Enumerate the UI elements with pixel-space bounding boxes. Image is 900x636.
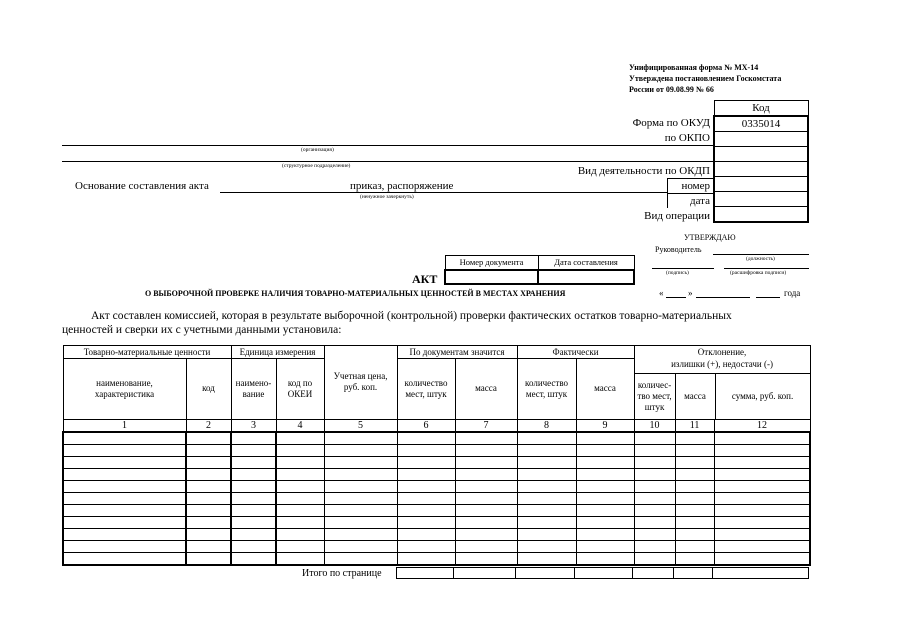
- table-cell[interactable]: [397, 516, 455, 528]
- table-cell[interactable]: [231, 528, 276, 540]
- table-cell[interactable]: [675, 540, 714, 552]
- code-date[interactable]: [714, 192, 808, 207]
- table-cell[interactable]: [186, 552, 231, 565]
- table-cell[interactable]: [397, 444, 455, 456]
- col-unit-name: наимено- вание: [231, 359, 276, 420]
- col-num: 2: [186, 419, 231, 432]
- table-cell[interactable]: [517, 516, 576, 528]
- table-cell[interactable]: [186, 468, 231, 480]
- form-header-line3: России от 09.08.99 № 66: [629, 85, 714, 94]
- table-cell[interactable]: [634, 516, 675, 528]
- main-table: [62, 345, 811, 566]
- table-cell[interactable]: [397, 540, 455, 552]
- table-cell[interactable]: [714, 468, 810, 480]
- table-cell[interactable]: [455, 480, 517, 492]
- table-cell[interactable]: [634, 468, 675, 480]
- col-price: Учетная цена, руб. коп.: [324, 346, 397, 420]
- table-cell[interactable]: [634, 480, 675, 492]
- table-cell[interactable]: [397, 432, 455, 445]
- total-dev-qty[interactable]: [633, 567, 674, 579]
- table-cell[interactable]: [455, 492, 517, 504]
- table-cell[interactable]: [576, 552, 634, 565]
- total-fact-mass[interactable]: [575, 567, 633, 579]
- doc-number-field[interactable]: [445, 270, 538, 284]
- table-cell[interactable]: [231, 492, 276, 504]
- table-cell[interactable]: [714, 504, 810, 516]
- table-cell[interactable]: [276, 456, 324, 468]
- table-cell[interactable]: [576, 540, 634, 552]
- table-cell[interactable]: [276, 468, 324, 480]
- col-fact-mass: масса: [576, 359, 634, 420]
- table-cell[interactable]: [576, 456, 634, 468]
- intro-line2: ценностей и сверки их с учетными данными установила:: [62, 324, 342, 336]
- group-goods: Товарно-материальные ценности: [63, 346, 231, 359]
- table-cell[interactable]: [517, 468, 576, 480]
- table-cell[interactable]: [63, 456, 186, 468]
- table-cell[interactable]: [276, 444, 324, 456]
- col-num: 10: [634, 419, 675, 432]
- table-cell[interactable]: [634, 492, 675, 504]
- act-title: АКТ: [412, 272, 438, 286]
- basis-hint: (ненужное зачеркнуть): [360, 194, 414, 200]
- doc-box: [444, 255, 635, 285]
- group-dev-line1: Отклонение,: [697, 346, 747, 357]
- table-cell[interactable]: [576, 444, 634, 456]
- table-cell[interactable]: [63, 504, 186, 516]
- table-cell[interactable]: [63, 432, 186, 445]
- approve-date-quote-close: »: [688, 288, 693, 298]
- col-name: наименование, характеристика: [63, 359, 186, 420]
- col-num: 11: [675, 419, 714, 432]
- table-cell[interactable]: [517, 432, 576, 445]
- table-cell[interactable]: [186, 480, 231, 492]
- table-cell[interactable]: [455, 444, 517, 456]
- table-cell[interactable]: [634, 432, 675, 445]
- table-cell[interactable]: [675, 492, 714, 504]
- table-row: [63, 528, 810, 540]
- table-cell[interactable]: [231, 552, 276, 565]
- code-okpo[interactable]: [714, 132, 808, 147]
- code-blank[interactable]: [714, 147, 808, 162]
- col-num: 9: [576, 419, 634, 432]
- label-okdp: Вид деятельности по ОКДП: [577, 165, 710, 177]
- table-row: [63, 468, 810, 480]
- col-num: 7: [455, 419, 517, 432]
- table-cell[interactable]: [576, 516, 634, 528]
- table-cell[interactable]: [276, 516, 324, 528]
- total-doc-qty[interactable]: [396, 567, 454, 579]
- table-cell[interactable]: [324, 540, 397, 552]
- codes-header: Код: [714, 101, 808, 117]
- table-cell[interactable]: [397, 480, 455, 492]
- col-num: 5: [324, 419, 397, 432]
- table-cell[interactable]: [576, 432, 634, 445]
- table-cell[interactable]: [675, 528, 714, 540]
- table-cell[interactable]: [231, 432, 276, 445]
- group-unit: Единица измерения: [231, 346, 324, 359]
- label-date: дата: [689, 195, 710, 207]
- table-cell[interactable]: [576, 492, 634, 504]
- table-cell[interactable]: [634, 444, 675, 456]
- table-row: [63, 444, 810, 456]
- table-cell[interactable]: [186, 516, 231, 528]
- group-deviation: [634, 346, 810, 359]
- table-cell[interactable]: [576, 480, 634, 492]
- label-okpo: по ОКПО: [664, 132, 710, 144]
- table-cell[interactable]: [324, 456, 397, 468]
- approve-signature: (подпись): [666, 270, 689, 276]
- total-cells: [396, 567, 809, 579]
- table-cell[interactable]: [324, 528, 397, 540]
- table-cell[interactable]: [576, 528, 634, 540]
- approve-signature-decode: (расшифровка подписи): [730, 270, 787, 276]
- total-label: Итого по странице: [302, 568, 382, 579]
- col-dev-mass: масса: [676, 374, 716, 419]
- approve-year: года: [784, 288, 801, 298]
- deviation-subheader: [634, 359, 810, 420]
- act-subtitle: О ВЫБОРОЧНОЙ ПРОВЕРКЕ НАЛИЧИЯ ТОВАРНО-МАТЕРИАЛЬНЫХ ЦЕННОСТЕЙ В МЕСТАХ ХРАНЕНИЯ: [145, 289, 566, 298]
- table-cell[interactable]: [397, 504, 455, 516]
- data-rows: [63, 432, 810, 565]
- table-cell[interactable]: [186, 456, 231, 468]
- col-dev-qty: количес- тво мест, штук: [635, 374, 676, 419]
- table-cell[interactable]: [455, 528, 517, 540]
- table-row: [63, 540, 810, 552]
- table-cell[interactable]: [714, 516, 810, 528]
- table-row: [63, 516, 810, 528]
- table-row: [63, 432, 810, 445]
- table-cell[interactable]: [324, 516, 397, 528]
- col-doc-mass: масса: [455, 359, 517, 420]
- table-cell[interactable]: [231, 456, 276, 468]
- table-cell[interactable]: [455, 468, 517, 480]
- col-okei: код по ОКЕИ: [276, 359, 324, 420]
- form-header-line2: Утверждена постановлением Госкомстата: [629, 74, 782, 83]
- table-cell[interactable]: [397, 456, 455, 468]
- table-cell[interactable]: [634, 540, 675, 552]
- total-dev-sum[interactable]: [713, 567, 809, 579]
- table-cell[interactable]: [397, 492, 455, 504]
- col-num: 1: [63, 419, 186, 432]
- col-num: 8: [517, 419, 576, 432]
- table-row: [63, 552, 810, 565]
- table-cell[interactable]: [63, 480, 186, 492]
- table-cell[interactable]: [231, 504, 276, 516]
- approve-head: Руководитель: [655, 245, 702, 254]
- table-cell[interactable]: [324, 552, 397, 565]
- table-cell[interactable]: [186, 444, 231, 456]
- table-cell[interactable]: [186, 432, 231, 445]
- basis-value[interactable]: приказ, распоряжение: [350, 180, 454, 192]
- table-cell[interactable]: [675, 432, 714, 445]
- table-cell[interactable]: [675, 516, 714, 528]
- basis-label: Основание составления акта: [75, 180, 209, 192]
- table-cell[interactable]: [675, 552, 714, 565]
- table-cell[interactable]: [63, 540, 186, 552]
- table-row: [63, 504, 810, 516]
- col-num: 12: [714, 419, 810, 432]
- doc-number-header: Номер документа: [445, 256, 538, 270]
- table-cell[interactable]: [186, 540, 231, 552]
- table-cell[interactable]: [675, 468, 714, 480]
- table-cell[interactable]: [517, 480, 576, 492]
- col-num: 4: [276, 419, 324, 432]
- intro-line1: Акт составлен комиссией, которая в результате выборочной (контрольной) проверки фактических остатков товарно-материальных: [91, 310, 732, 322]
- organization-caption: (организация): [301, 147, 334, 153]
- table-cell[interactable]: [714, 444, 810, 456]
- table-cell[interactable]: [517, 444, 576, 456]
- table-cell[interactable]: [276, 528, 324, 540]
- table-cell[interactable]: [63, 528, 186, 540]
- code-okdp[interactable]: [714, 162, 808, 177]
- group-fact: Фактически: [517, 346, 634, 359]
- table-cell[interactable]: [63, 444, 186, 456]
- approve-date-quote: «: [659, 288, 664, 298]
- approve-position: (должность): [746, 256, 775, 262]
- col-dev-sum: сумма, руб. коп.: [731, 390, 794, 401]
- table-cell[interactable]: [517, 504, 576, 516]
- table-cell[interactable]: [231, 444, 276, 456]
- label-number: номер: [681, 180, 710, 192]
- total-doc-mass[interactable]: [454, 567, 516, 579]
- table-cell[interactable]: [675, 456, 714, 468]
- table-cell[interactable]: [276, 504, 324, 516]
- table-cell[interactable]: [714, 492, 810, 504]
- code-okud[interactable]: 0335014: [714, 116, 808, 132]
- table-row: [63, 480, 810, 492]
- col-num: 3: [231, 419, 276, 432]
- table-cell[interactable]: [324, 468, 397, 480]
- table-cell[interactable]: [576, 504, 634, 516]
- table-cell[interactable]: [63, 468, 186, 480]
- table-cell[interactable]: [186, 504, 231, 516]
- table-cell[interactable]: [324, 492, 397, 504]
- table-cell[interactable]: [324, 504, 397, 516]
- table-cell[interactable]: [576, 468, 634, 480]
- doc-date-field[interactable]: [538, 270, 634, 284]
- table-cell[interactable]: [276, 540, 324, 552]
- table-cell[interactable]: [63, 516, 186, 528]
- table-cell[interactable]: [324, 432, 397, 445]
- doc-date-header: Дата составления: [538, 256, 634, 270]
- table-cell[interactable]: [634, 552, 675, 565]
- table-cell[interactable]: [675, 504, 714, 516]
- table-cell[interactable]: [63, 492, 186, 504]
- table-cell[interactable]: [455, 504, 517, 516]
- table-row: [63, 456, 810, 468]
- col-code: код: [186, 359, 231, 420]
- table-cell[interactable]: [714, 540, 810, 552]
- col-fact-qty: количество мест, штук: [517, 359, 576, 420]
- table-cell[interactable]: [675, 480, 714, 492]
- table-cell[interactable]: [517, 552, 576, 565]
- group-dev-line2: излишки (+), недостачи (-): [635, 359, 810, 374]
- table-cell[interactable]: [231, 480, 276, 492]
- table-cell[interactable]: [714, 552, 810, 565]
- table-cell[interactable]: [455, 456, 517, 468]
- organization-line[interactable]: [62, 145, 713, 146]
- table-cell[interactable]: [714, 432, 810, 445]
- subdivision-line[interactable]: [62, 161, 713, 162]
- table-cell[interactable]: [634, 528, 675, 540]
- subdivision-caption: (структурное подразделение): [282, 163, 351, 169]
- table-cell[interactable]: [455, 516, 517, 528]
- total-fact-qty[interactable]: [516, 567, 575, 579]
- form-header: [629, 62, 781, 95]
- group-docs: По документам значится: [397, 346, 517, 359]
- table-cell[interactable]: [186, 492, 231, 504]
- table-cell[interactable]: [714, 480, 810, 492]
- table-cell[interactable]: [714, 528, 810, 540]
- code-operation[interactable]: [714, 207, 808, 223]
- table-cell[interactable]: [186, 528, 231, 540]
- table-cell[interactable]: [397, 468, 455, 480]
- table-cell[interactable]: [276, 552, 324, 565]
- form-header-line1: Унифицированная форма № МХ-14: [629, 63, 759, 72]
- table-cell[interactable]: [63, 552, 186, 565]
- approve-title: УТВЕРЖДАЮ: [684, 233, 736, 242]
- table-cell[interactable]: [276, 480, 324, 492]
- table-cell[interactable]: [455, 552, 517, 565]
- table-cell[interactable]: [231, 540, 276, 552]
- code-number[interactable]: [714, 177, 808, 192]
- table-cell[interactable]: [397, 528, 455, 540]
- table-cell[interactable]: [517, 492, 576, 504]
- label-operation: Вид операции: [644, 210, 710, 222]
- table-cell[interactable]: [397, 552, 455, 565]
- table-cell[interactable]: [634, 504, 675, 516]
- total-dev-mass[interactable]: [674, 567, 713, 579]
- table-cell[interactable]: [455, 540, 517, 552]
- table-cell[interactable]: [231, 468, 276, 480]
- table-cell[interactable]: [324, 444, 397, 456]
- table-cell[interactable]: [675, 444, 714, 456]
- column-numbers: [63, 419, 810, 432]
- label-okud: Форма по ОКУД: [632, 117, 710, 129]
- table-cell[interactable]: [714, 456, 810, 468]
- col-num: 6: [397, 419, 455, 432]
- table-cell[interactable]: [517, 540, 576, 552]
- table-row: [63, 492, 810, 504]
- table-cell[interactable]: [634, 456, 675, 468]
- codes-table: [713, 100, 809, 223]
- col-doc-qty: количество мест, штук: [397, 359, 455, 420]
- table-cell[interactable]: [276, 492, 324, 504]
- table-cell[interactable]: [455, 432, 517, 445]
- table-cell[interactable]: [324, 480, 397, 492]
- table-cell[interactable]: [517, 528, 576, 540]
- table-cell[interactable]: [517, 456, 576, 468]
- table-cell[interactable]: [276, 432, 324, 445]
- table-cell[interactable]: [231, 516, 276, 528]
